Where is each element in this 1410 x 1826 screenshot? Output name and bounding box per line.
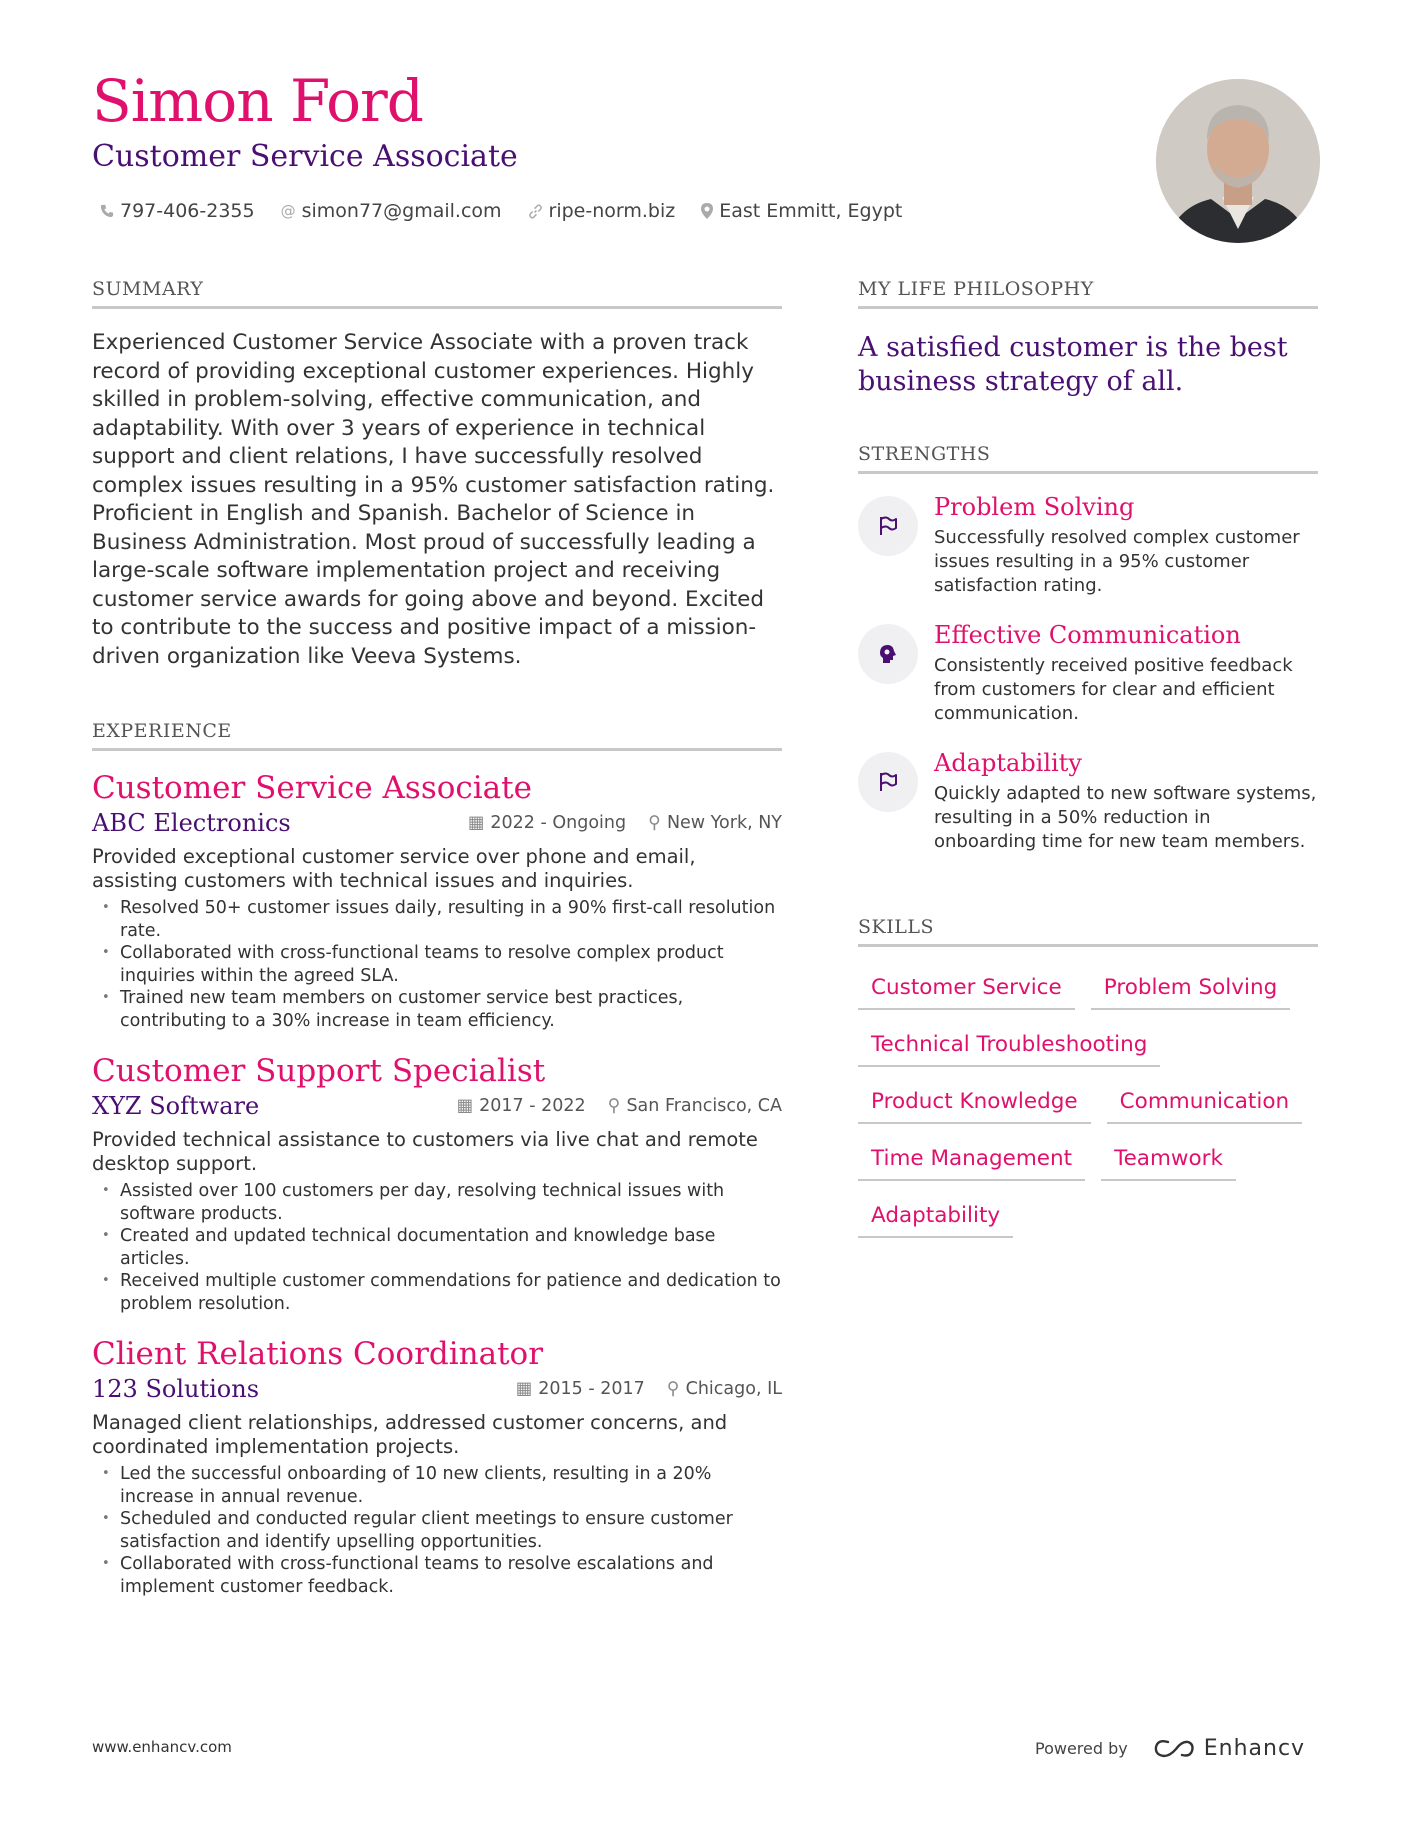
strength-description: Consistently received positive feedback from customers for clear and efficient communication. [934,655,1293,724]
skills-heading: SKILLS [858,916,1318,947]
strength-name: Problem Solving [934,493,1135,521]
strengths-section [858,443,1318,854]
location-icon: ⚲ [607,1096,621,1116]
skill-tag: Customer Service [858,961,1075,1010]
list-item: • Led the successful onboarding of 10 new clients, resulting in a 20% increase in annual revenue. [92,1463,782,1508]
job-bullets [92,1463,782,1598]
powered-by-label: Powered by [1035,1739,1128,1758]
list-item: • Created and updated technical documentation and knowledge base articles. [92,1225,782,1270]
list-item: • Resolved 50+ customer issues daily, resulting in a 90% first-call resolution rate. [92,897,782,942]
strength-item [858,492,1318,598]
job-dates: ▦ 2022 - Ongoing [467,813,627,833]
head-icon [858,624,918,684]
job-description: Provided technical assistance to customers via live chat and remote desktop support. [92,1128,758,1175]
job-title: Customer Support Specialist [92,1053,546,1089]
job-title: Client Relations Coordinator [92,1336,544,1372]
philosophy-heading: MY LIFE PHILOSOPHY [858,278,1318,309]
company-name: XYZ Software [92,1092,260,1120]
job-description: Provided exceptional customer service over phone and email, assisting customers with technical issues and inquiries. [92,845,696,892]
skills-list [858,961,1318,1246]
candidate-name: Simon Ford [92,67,423,135]
calendar-icon: ▦ [456,1096,474,1116]
phone-text: 797-406-2355 [120,200,255,222]
skill-tag: Communication [1107,1075,1302,1124]
job-title: Customer Service Associate [92,770,532,806]
company-name: 123 Solutions [92,1375,260,1403]
avatar [1156,79,1320,243]
phone-icon [100,204,114,218]
brand-name: Enhancv [1203,1736,1306,1761]
experience-section [92,720,782,1598]
contact-location [701,200,902,222]
strength-name: Effective Communication [934,621,1241,649]
calendar-icon: ▦ [467,813,485,833]
experience-heading: EXPERIENCE [92,720,782,751]
list-item: • Collaborated with cross-functional teams to resolve complex product inquiries within the agreed SLA. [92,942,782,987]
job-location: ⚲ San Francisco, CA [607,1096,782,1116]
flag-icon [858,752,918,812]
strength-name: Adaptability [934,749,1082,777]
location-icon [701,203,713,219]
website-text: ripe-norm.biz [548,200,676,222]
strength-description: Quickly adapted to new software systems, resulting in a 50% reduction in onboarding time for new team members. [934,783,1317,852]
contact-email[interactable] [281,200,502,222]
job-entry [92,769,782,1032]
philosophy-quote: A satisfied customer is the best business strategy of all. [858,332,1288,397]
contact-bar [100,200,902,222]
footer-powered [1035,1736,1305,1761]
enhancv-logo-icon [1152,1737,1196,1761]
brand-logo[interactable] [1152,1736,1305,1761]
list-item: • Assisted over 100 customers per day, resolving technical issues with software products. [92,1180,782,1225]
at-icon: @ [280,202,296,220]
profile-photo [1156,79,1320,243]
summary-text: Experienced Customer Service Associate with a proven track record of providing exceptional customer experiences. Highly skilled in problem-solving, effective communication, and adaptability. With over 3 years of experience in technical support and client relations, I have successfully resolved complex issues resulting in a 95% customer satisfaction rating. Proficient in English and Spanish. Bachelor of Science in Business Administration. Most proud of successfully leading a large-scale software implementation project and receiving customer service awards for going above and beyond. Excited to contribute to the success and positive impact of a mission-driven organization like Veeva Systems. [92,330,775,669]
summary-section [92,278,782,671]
skill-tag: Product Knowledge [858,1075,1091,1124]
job-bullets [92,897,782,1032]
job-description: Managed client relationships, addressed customer concerns, and coordinated implementation projects. [92,1411,728,1458]
job-entry [92,1052,782,1315]
location-text: East Emmitt, Egypt [719,200,903,222]
philosophy-section [858,278,1318,399]
candidate-title: Customer Service Associate [92,139,518,174]
job-dates: ▦ 2017 - 2022 [456,1096,586,1116]
location-icon: ⚲ [666,1379,680,1399]
email-text: simon77@gmail.com [301,200,502,222]
contact-phone [100,200,255,222]
job-location: ⚲ New York, NY [648,813,782,833]
strength-item [858,620,1318,726]
summary-heading: SUMMARY [92,278,782,309]
footer-url[interactable]: www.enhancv.com [92,1738,232,1756]
job-bullets [92,1180,782,1315]
job-dates: ▦ 2015 - 2017 [515,1379,645,1399]
list-item: • Trained new team members on customer service best practices, contributing to a 30% increase in team efficiency. [92,987,782,1032]
flag-icon [858,496,918,556]
contact-website[interactable] [528,200,676,222]
company-name: ABC Electronics [92,809,291,837]
skills-section [858,916,1318,1246]
job-location: ⚲ Chicago, IL [666,1379,782,1399]
list-item: • Scheduled and conducted regular client meetings to ensure customer satisfaction and identify upselling opportunities. [92,1508,782,1553]
skill-tag: Teamwork [1101,1132,1236,1181]
location-icon: ⚲ [648,813,661,833]
skill-tag: Technical Troubleshooting [858,1018,1160,1067]
calendar-icon: ▦ [515,1379,533,1399]
job-entry [92,1335,782,1598]
skill-tag: Adaptability [858,1189,1013,1238]
strengths-heading: STRENGTHS [858,443,1318,474]
skill-tag: Problem Solving [1091,961,1290,1010]
link-icon [528,204,543,219]
skill-tag: Time Management [858,1132,1085,1181]
list-item: • Received multiple customer commendations for patience and dedication to problem resolution. [92,1270,782,1315]
strength-description: Successfully resolved complex customer issues resulting in a 95% customer satisfaction rating. [934,527,1300,596]
list-item: • Collaborated with cross-functional teams to resolve escalations and implement customer feedback. [92,1553,782,1598]
strength-item [858,748,1318,854]
